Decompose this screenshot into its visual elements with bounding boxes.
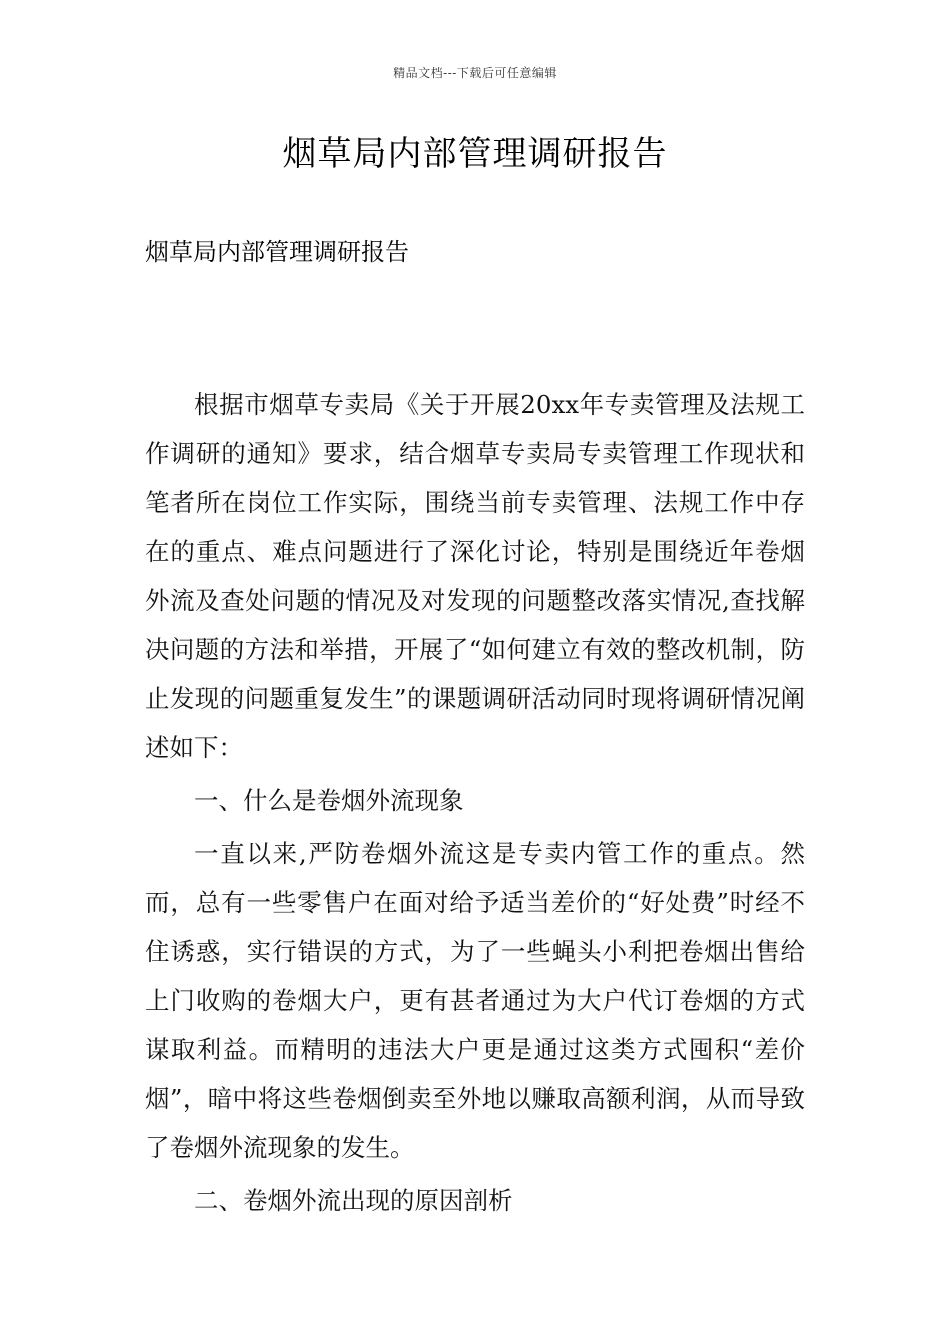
section-1-paragraph: 一直以来,严防卷烟外流这是专卖内管工作的重点。然而，总有一些零售户在面对给予适当差价的“好处费”时经不住诱惑，实行错误的方式，为了一些蝇头小利把卷烟出售给上门收购的卷烟大户，更有甚者通过为大户代订卷烟的方式谋取利益。而精明的违法大户更是通过这类方式囤积“差价烟”，暗中将这些卷烟倒卖至外地以赚取高额利润，从而导致了卷烟外流现象的发生。 (145, 839, 805, 1162)
document-body (145, 380, 805, 1229)
page-header-note: 精品文档---下载后可任意编辑 (393, 66, 557, 80)
document-subtitle: 烟草局内部管理调研报告 (145, 238, 409, 266)
document-title: 烟草局内部管理调研报告 (282, 134, 668, 174)
intro-paragraph: 根据市烟草专卖局《关于开展20xx年专卖管理及法规工作调研的通知》要求，结合烟草专卖局专卖管理工作现状和笔者所在岗位工作实际，围绕当前专卖管理、法规工作中存在的重点、难点问题进行了深化讨论，特别是围绕近年卷烟外流及查处问题的情况及对发现的问题整改落实情况,查找解决问题的方法和举措，开展了“如何建立有效的整改机制，防止发现的问题重复发生”的课题调研活动同时现将调研情况阐述如下： (145, 390, 805, 762)
section-heading-1: 一、什么是卷烟外流现象 (194, 786, 464, 815)
section-heading-2: 二、卷烟外流出现的原因剖析 (194, 1186, 513, 1215)
